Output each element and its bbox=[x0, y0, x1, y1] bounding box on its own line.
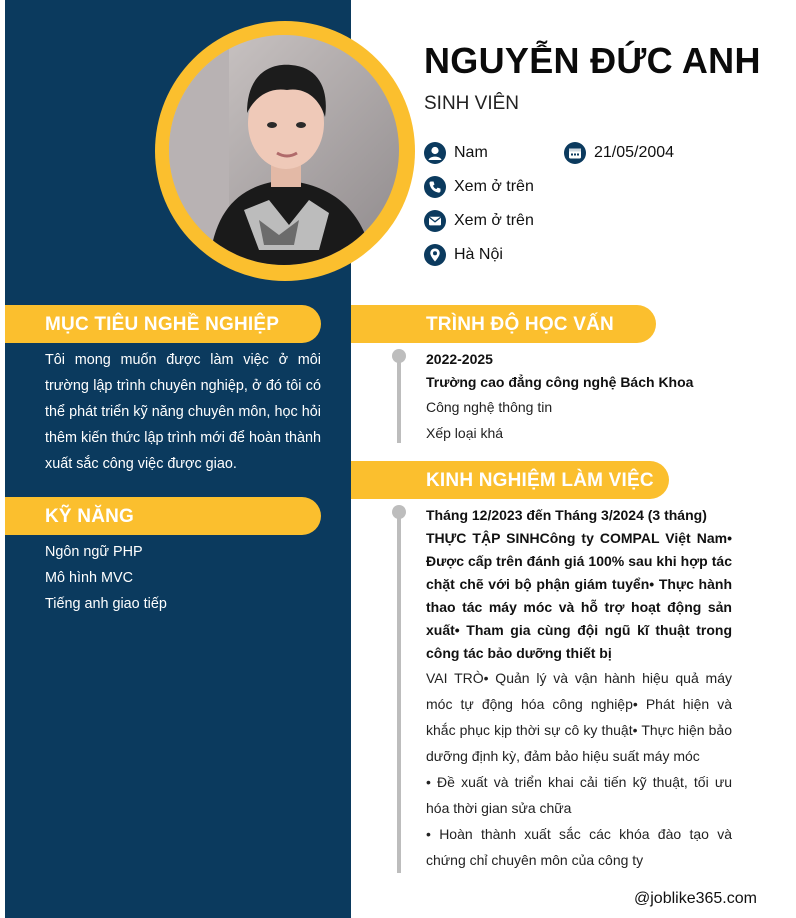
skill-item: Tiếng anh giao tiếp bbox=[45, 596, 167, 612]
experience-title: KINH NGHIỆM LÀM VIỆC bbox=[426, 470, 654, 491]
candidate-name: NGUYỄN ĐỨC ANH bbox=[424, 40, 761, 81]
email-value: Xem ở trên bbox=[454, 212, 534, 229]
phone-icon bbox=[424, 176, 446, 198]
email-field bbox=[424, 210, 534, 232]
mail-icon bbox=[424, 210, 446, 232]
education-major: Công nghệ thông tin bbox=[426, 399, 553, 415]
birthdate-field bbox=[564, 142, 674, 164]
career-goal-text: Tôi mong muốn được làm việc ở môi trường lập trình chuyên nghiệp, ở đó tôi có thể phát triển kỹ năng chuyên môn, học hỏi thêm kiến thức lập trình mới để hoàn thành xuất sắc công việc được giao. bbox=[45, 352, 321, 472]
location-value: Hà Nội bbox=[454, 246, 503, 263]
location-pin-icon bbox=[424, 244, 446, 266]
phone-value: Xem ở trên bbox=[454, 178, 534, 195]
skill-item: Mô hình MVC bbox=[45, 570, 133, 586]
education-timeline bbox=[397, 355, 401, 443]
experience-period: Tháng 12/2023 đến Tháng 3/2024 (3 tháng) bbox=[426, 507, 707, 523]
experience-bullet: • Đề xuất và triển khai cải tiến kỹ thuật, tối ưu hóa thời gian sửa chữa bbox=[426, 774, 732, 816]
gender-field bbox=[424, 142, 488, 164]
footer-watermark: @joblike365.com bbox=[634, 890, 757, 907]
experience-timeline bbox=[397, 511, 401, 873]
location-field bbox=[424, 244, 503, 266]
gender-value: Nam bbox=[454, 144, 488, 161]
user-icon bbox=[424, 142, 446, 164]
profile-photo bbox=[169, 35, 399, 265]
phone-field bbox=[424, 176, 534, 198]
experience-timeline-dot bbox=[392, 505, 406, 519]
education-title: TRÌNH ĐỘ HỌC VẤN bbox=[426, 314, 614, 335]
experience-summary: THỰC TẬP SINHCông ty COMPAL Việt Nam• Được cấp trên đánh giá 100% sau khi hợp tác chặt chẽ với bộ phận giám tuyển• Thực hành thao tác máy móc và hỗ trợ hoạt động sản xuất• Tham gia cùng đội ngũ kĩ thuật trong công tác bảo dưỡng thiết bị bbox=[426, 530, 732, 661]
education-period: 2022-2025 bbox=[426, 351, 493, 367]
education-grade: Xếp loại khá bbox=[426, 425, 504, 441]
calendar-icon bbox=[564, 142, 586, 164]
education-school: Trường cao đẳng công nghệ Bách Khoa bbox=[426, 374, 694, 390]
experience-bullet: • Hoàn thành xuất sắc các khóa đào tạo và chứng chỉ chuyên môn của công ty bbox=[426, 826, 732, 868]
birthdate-value: 21/05/2004 bbox=[594, 144, 675, 161]
experience-duties: VAI TRÒ• Quản lý và vận hành hiệu quả máy móc tự động hóa công nghiệp• Phát hiện và khắc phục kịp thời sự cô ky thuật• Thực hiện bảo dưỡng định kỳ, đảm bảo hiệu suất máy móc bbox=[426, 670, 732, 764]
skills-title: KỸ NĂNG bbox=[45, 506, 135, 527]
career-goal-title: MỤC TIÊU NGHỀ NGHIỆP bbox=[45, 314, 280, 335]
candidate-role: SINH VIÊN bbox=[424, 93, 520, 114]
education-timeline-dot bbox=[392, 349, 406, 363]
skill-item: Ngôn ngữ PHP bbox=[45, 544, 143, 560]
